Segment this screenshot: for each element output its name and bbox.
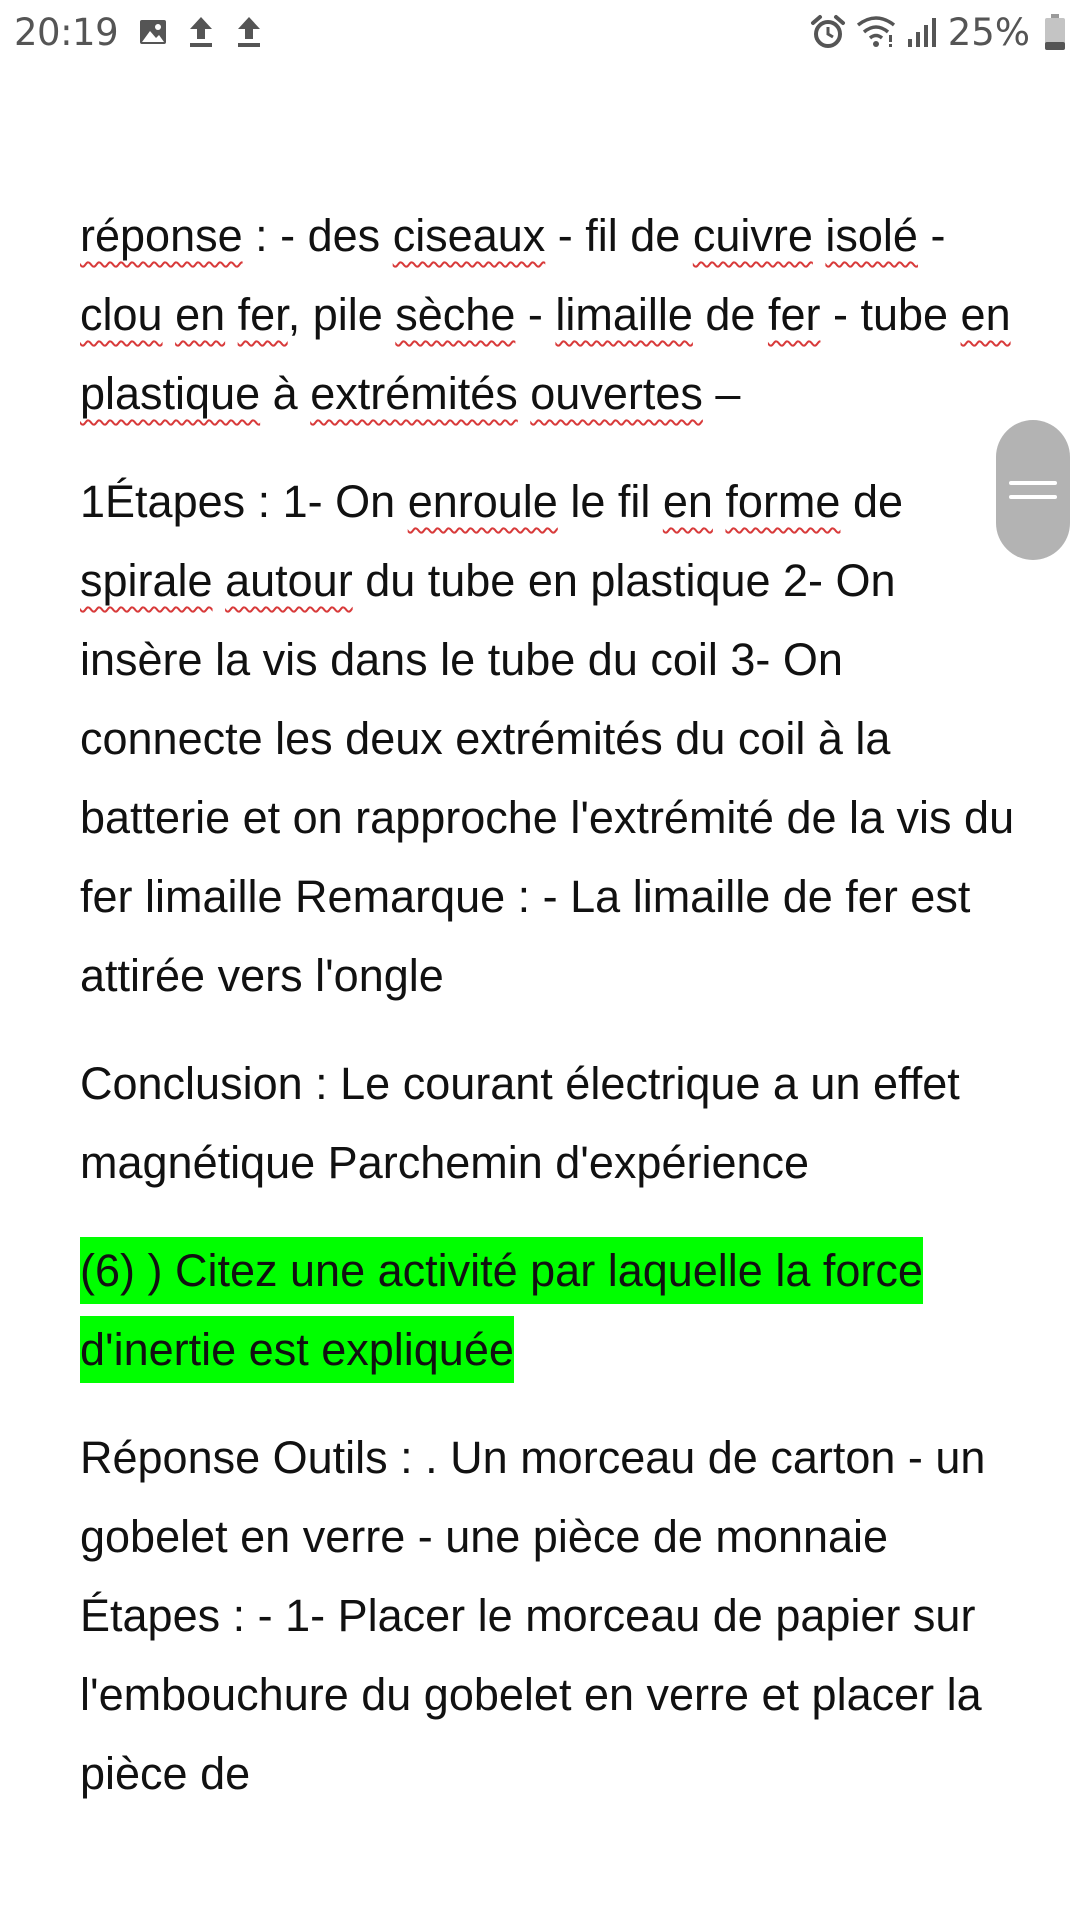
document-body xyxy=(80,196,1020,1842)
text-run xyxy=(713,476,726,527)
misspelled-word: limaille xyxy=(555,289,693,340)
fast-scroll-thumb[interactable] xyxy=(996,420,1070,560)
text-run: - fil de xyxy=(545,210,693,261)
text-run: de xyxy=(692,289,768,340)
text-run: Réponse Outils : . Un morceau de carton - un gobelet en verre - une pièce de monnaie Étapes : - 1- Placer le morceau de papier sur l'embouchure du gobelet en verre et placer la pièce de xyxy=(80,1432,986,1799)
text-run: Conclusion : Le courant électrique a un effet magnétique Parchemin d'expérience xyxy=(80,1058,960,1188)
battery-percent: 25% xyxy=(947,10,1030,54)
misspelled-word: sèche xyxy=(395,289,516,340)
text-run: du tube en plastique 2- On insère la vis dans le tube du coil 3- On connecte les deux extrémités du coil à la batterie et on rapproche l'extrémité de la vis du fer limaille Remarque : - La limaille de fer est attirée vers l'ongle xyxy=(80,555,1015,1001)
misspelled-word: cuivre xyxy=(692,210,813,261)
misspelled-word: réponse xyxy=(80,210,243,261)
text-run: – xyxy=(702,368,741,419)
text-run xyxy=(163,289,176,340)
grip-line xyxy=(1009,495,1057,499)
text-run: - xyxy=(515,289,556,340)
image-icon xyxy=(138,17,168,47)
misspelled-word: ciseaux xyxy=(392,210,546,261)
misspelled-word: en xyxy=(175,289,226,340)
document-paragraph xyxy=(80,462,1020,1015)
misspelled-word: extrémités xyxy=(310,368,518,419)
text-run: : - des xyxy=(242,210,393,261)
grip-line xyxy=(1009,481,1057,485)
misspelled-word: ouvertes xyxy=(530,368,703,419)
misspelled-word: plastique xyxy=(80,368,261,419)
misspelled-word: forme xyxy=(725,476,841,527)
text-run: - tube xyxy=(820,289,961,340)
status-left xyxy=(14,11,282,54)
wifi-icon xyxy=(856,15,896,49)
alarm-icon xyxy=(810,14,846,50)
status-right xyxy=(800,11,1066,54)
clock: 20:19 xyxy=(14,10,119,54)
highlight-span xyxy=(80,1237,923,1383)
document-paragraph xyxy=(80,1044,1020,1202)
text-run: (6) ) Citez une activité par laquelle la force d'inertie est expliquée xyxy=(80,1245,923,1375)
text-run: à xyxy=(260,368,311,419)
text-run: de xyxy=(840,476,904,527)
text-run: le fil xyxy=(557,476,663,527)
text-run xyxy=(518,368,531,419)
battery-icon xyxy=(1044,13,1066,51)
signal-icon xyxy=(906,15,938,49)
status-bar xyxy=(0,0,1080,64)
misspelled-word: spirale xyxy=(80,555,213,606)
text-run xyxy=(213,555,226,606)
text-run xyxy=(813,210,826,261)
document-paragraph xyxy=(80,1418,1020,1813)
document-paragraph xyxy=(80,196,1020,433)
text-run: - xyxy=(917,210,946,261)
misspelled-word: enroule xyxy=(407,476,558,527)
upload-icon xyxy=(234,15,264,49)
upload-icon xyxy=(186,15,216,49)
misspelled-word: clou xyxy=(80,289,163,340)
text-run: , pile xyxy=(287,289,396,340)
misspelled-word: isolé xyxy=(825,210,918,261)
misspelled-word: fer xyxy=(237,289,288,340)
highlighted-question xyxy=(80,1231,1020,1389)
misspelled-word: en xyxy=(960,289,1011,340)
text-run: 1Étapes : 1- On xyxy=(80,476,408,527)
misspelled-word: en xyxy=(662,476,713,527)
misspelled-word: autour xyxy=(225,555,353,606)
misspelled-word: fer xyxy=(767,289,821,340)
text-run xyxy=(225,289,238,340)
